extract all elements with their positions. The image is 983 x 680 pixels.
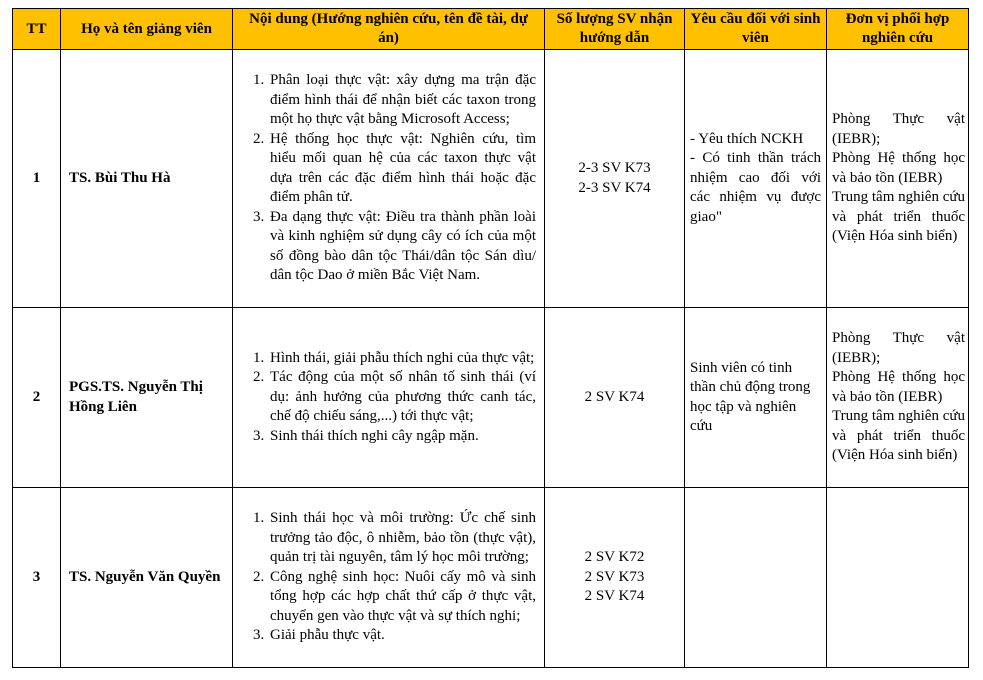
count-line: 2 SV K73 bbox=[584, 568, 645, 585]
requirement-line: - Yêu thích NCKH bbox=[690, 130, 804, 147]
row-tt: 1 bbox=[13, 50, 61, 308]
student-count bbox=[545, 308, 685, 488]
header-count: Số lượng SV nhận hướng dẫn bbox=[545, 9, 685, 50]
lecturer-name: TS. Nguyễn Văn Quyền bbox=[61, 488, 233, 668]
row-tt: 3 bbox=[13, 488, 61, 668]
content-item: 2. Hệ thống học thực vật: Nghiên cứu, tìm hiểu mối quan hệ của các taxon thực vật dựa trên các đặc điểm hình thái hoặc đặc điểm phân tử. bbox=[268, 130, 536, 208]
table-row bbox=[13, 488, 969, 668]
partner-units bbox=[827, 488, 969, 668]
lecturer-name: TS. Bùi Thu Hà bbox=[61, 50, 233, 308]
table-row bbox=[13, 308, 969, 488]
lecturer-name: PGS.TS. Nguyễn Thị Hồng Liên bbox=[61, 308, 233, 488]
content-item: 3. Giải phẫu thực vật. bbox=[268, 626, 536, 646]
table-row bbox=[13, 50, 969, 308]
research-content bbox=[233, 50, 545, 308]
unit-line: Phòng Thực vật (IEBR); bbox=[832, 330, 965, 366]
header-units: Đơn vị phối hợp nghiên cứu bbox=[827, 9, 969, 50]
count-line: 2-3 SV K74 bbox=[578, 179, 651, 196]
content-item: 1. Phân loại thực vật: xây dựng ma trận đặc điểm hình thái để nhận biết các taxon trong một họ thực vật bằng Microsoft Access; bbox=[268, 71, 536, 130]
student-requirements bbox=[685, 308, 827, 488]
content-item: 1. Sinh thái học và môi trường: Ức chế sinh trưởng tảo độc, ô nhiễm, bảo tồn (thực vật), quản trị tài nguyên, tâm lý học môi trường; bbox=[268, 509, 536, 568]
partner-units bbox=[827, 50, 969, 308]
header-name: Họ và tên giảng viên bbox=[61, 9, 233, 50]
row-tt: 2 bbox=[13, 308, 61, 488]
research-content bbox=[233, 308, 545, 488]
count-line: 2 SV K74 bbox=[584, 388, 645, 405]
student-requirements bbox=[685, 50, 827, 308]
content-item: 1. Hình thái, giải phẫu thích nghi của thực vật; bbox=[268, 349, 536, 369]
requirement-line: Sinh viên có tinh thần chủ động trong học tập và nghiên cứu bbox=[690, 359, 811, 434]
content-item: 2. Công nghệ sinh học: Nuôi cấy mô và sinh tổng hợp các hợp chất thứ cấp ở thực vật, chuyển gen vào thực vật và sự thích nghi; bbox=[268, 568, 536, 627]
content-item: 2. Tác động của một số nhân tố sinh thái (ví dụ: ảnh hưởng của phương thức canh tác, chế độ chiếu sáng,...) tới thực vật; bbox=[268, 368, 536, 427]
header-content: Nội dung (Hướng nghiên cứu, tên đề tài, dự án) bbox=[233, 9, 545, 50]
unit-line: Trung tâm nghiên cứu và phát triển thuốc (Viện Hóa sinh biển) bbox=[832, 189, 965, 245]
student-count bbox=[545, 488, 685, 668]
requirement-line: - Có tinh thần trách nhiệm cao đối với các nhiệm vụ được giao" bbox=[690, 150, 821, 225]
unit-line: Trung tâm nghiên cứu và phát triển thuốc (Viện Hóa sinh biển) bbox=[832, 408, 965, 464]
unit-line: Phòng Thực vật (IEBR); bbox=[832, 111, 965, 147]
header-requirements: Yêu cầu đối với sinh viên bbox=[685, 9, 827, 50]
count-line: 2 SV K74 bbox=[584, 588, 645, 605]
student-count bbox=[545, 50, 685, 308]
research-content bbox=[233, 488, 545, 668]
header-tt: TT bbox=[13, 9, 61, 50]
supervisor-table bbox=[12, 8, 969, 668]
unit-line: Phòng Hệ thống học và bảo tồn (IEBR) bbox=[832, 369, 965, 405]
unit-line: Phòng Hệ thống học và bảo tồn (IEBR) bbox=[832, 150, 965, 186]
count-line: 2-3 SV K73 bbox=[578, 160, 651, 176]
content-item: 3. Sinh thái thích nghi cây ngập mặn. bbox=[268, 427, 536, 447]
student-requirements bbox=[685, 488, 827, 668]
content-item: 3. Đa dạng thực vật: Điều tra thành phần loài và kinh nghiệm sử dụng cây có ích của một số đồng bào dân tộc Thái/dân tộc Sán dìu/ dân tộc Dao ở miền Bắc Việt Nam. bbox=[268, 208, 536, 286]
header-row bbox=[13, 9, 969, 50]
count-line: 2 SV K72 bbox=[584, 549, 645, 566]
partner-units bbox=[827, 308, 969, 488]
